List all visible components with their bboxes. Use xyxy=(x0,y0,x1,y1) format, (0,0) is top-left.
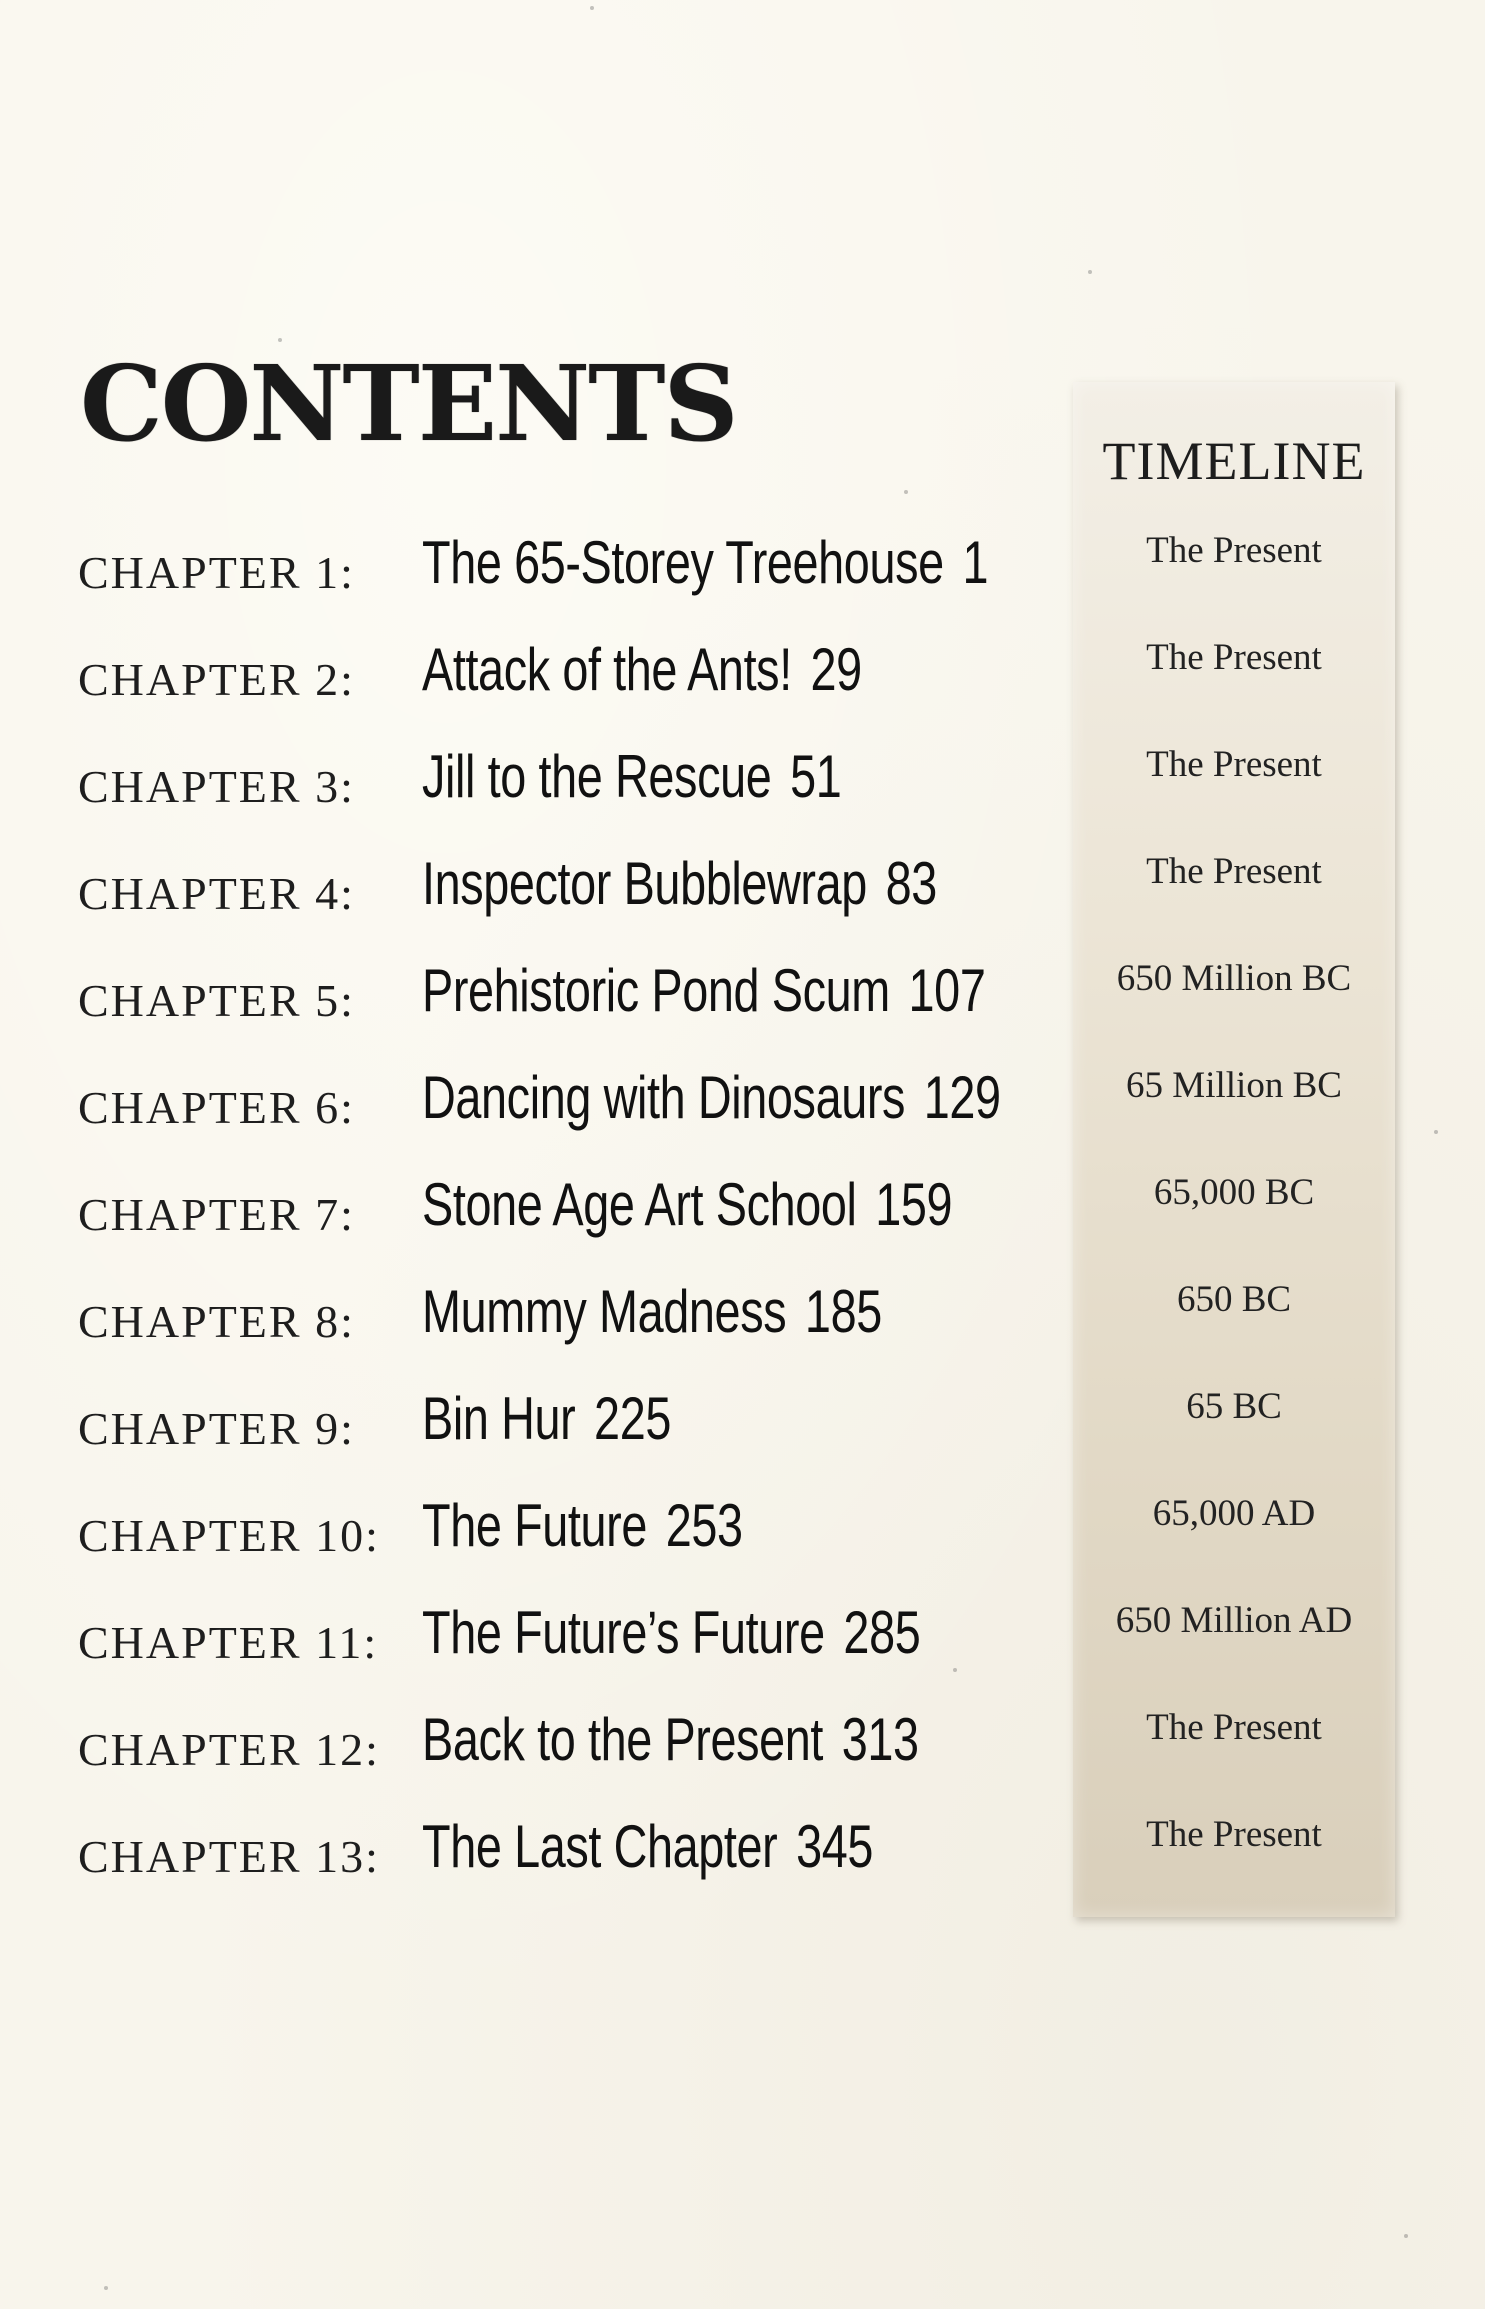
chapter-label: CHAPTER 7: xyxy=(78,1189,355,1240)
chapter-title-text: Attack of the Ants! xyxy=(422,636,792,703)
timeline-heading: TIMELINE xyxy=(1102,431,1366,491)
paper-speck xyxy=(590,6,594,10)
timeline-list xyxy=(1073,532,1395,1923)
chapter-page-number: 129 xyxy=(923,1064,1001,1131)
chapter-title xyxy=(422,849,937,918)
paper-speck xyxy=(1434,1130,1438,1134)
chapter-page-number: 345 xyxy=(796,1813,873,1880)
chapter-page-number: 83 xyxy=(885,850,937,917)
chapter-label: CHAPTER 4: xyxy=(78,868,355,919)
chapter-label: CHAPTER 10: xyxy=(78,1510,380,1561)
chapter-page-number: 107 xyxy=(908,957,986,1024)
timeline-entry: 65,000 BC xyxy=(1153,1172,1315,1213)
chapter-title xyxy=(422,1170,952,1239)
chapter-label: CHAPTER 8: xyxy=(78,1296,355,1347)
toc-entry[interactable] xyxy=(78,957,1078,1067)
chapter-page-number: 29 xyxy=(810,636,862,703)
chapter-title xyxy=(422,1277,882,1346)
chapter-label: CHAPTER 13: xyxy=(78,1831,380,1882)
chapter-page-number: 185 xyxy=(804,1278,882,1345)
chapter-title-text: The Future xyxy=(422,1492,648,1559)
paper-speck xyxy=(1088,270,1092,274)
chapter-page-number: 51 xyxy=(790,743,842,810)
chapter-title xyxy=(422,528,988,597)
chapter-label: CHAPTER 3: xyxy=(78,761,355,812)
chapter-label: CHAPTER 6: xyxy=(78,1082,355,1133)
chapter-title xyxy=(422,635,862,704)
chapter-page-number: 225 xyxy=(594,1385,671,1452)
chapter-title-text: Jill to the Rescue xyxy=(422,743,772,810)
timeline-entry: The Present xyxy=(1146,1707,1322,1748)
chapter-title-text: The Last Chapter xyxy=(422,1813,778,1880)
toc-entry[interactable] xyxy=(78,850,1078,960)
timeline-entry: 650 Million AD xyxy=(1115,1600,1353,1641)
chapter-title xyxy=(422,1491,743,1560)
chapter-title xyxy=(422,742,841,811)
chapter-title xyxy=(422,1384,671,1453)
chapter-title-text: Mummy Madness xyxy=(422,1278,787,1345)
table-of-contents xyxy=(78,529,1078,1923)
toc-entry[interactable] xyxy=(78,1064,1078,1174)
chapter-title xyxy=(422,1063,1001,1132)
timeline-entry: The Present xyxy=(1146,1814,1322,1855)
toc-entry[interactable] xyxy=(78,529,1078,639)
chapter-page-number: 159 xyxy=(875,1171,953,1238)
toc-entry[interactable] xyxy=(78,743,1078,853)
toc-entry[interactable] xyxy=(78,1278,1078,1388)
chapter-label: CHAPTER 11: xyxy=(78,1617,379,1668)
toc-entry[interactable] xyxy=(78,1492,1078,1602)
chapter-title-text: Stone Age Art School xyxy=(422,1171,857,1238)
chapter-label: CHAPTER 2: xyxy=(78,654,355,705)
chapter-title-text: Dancing with Dinosaurs xyxy=(422,1064,906,1131)
page-title: CONTENTS xyxy=(80,342,737,465)
chapter-title-text: Back to the Present xyxy=(422,1706,824,1773)
chapter-title xyxy=(422,1705,919,1774)
chapter-title xyxy=(422,956,985,1025)
paper-speck xyxy=(904,490,908,494)
toc-entry[interactable] xyxy=(78,1813,1078,1923)
timeline-entry: The Present xyxy=(1146,851,1322,892)
chapter-label: CHAPTER 12: xyxy=(78,1724,380,1775)
chapter-title-text: Bin Hur xyxy=(422,1385,576,1452)
chapter-title-text: The Future’s Future xyxy=(422,1599,825,1666)
timeline-entry: 65,000 AD xyxy=(1152,1493,1316,1534)
paper-speck xyxy=(1404,2234,1408,2238)
toc-entry[interactable] xyxy=(78,1385,1078,1495)
paper-speck xyxy=(104,2286,108,2290)
chapter-page-number: 285 xyxy=(843,1599,921,1666)
chapter-title xyxy=(422,1812,873,1881)
toc-entry[interactable] xyxy=(78,1171,1078,1281)
chapter-page-number: 253 xyxy=(665,1492,743,1559)
timeline-entry: The Present xyxy=(1146,744,1322,785)
timeline-entry: 650 BC xyxy=(1176,1279,1292,1320)
timeline-entry: 650 Million BC xyxy=(1116,958,1352,999)
chapter-label: CHAPTER 5: xyxy=(78,975,355,1026)
timeline-entry: 65 Million BC xyxy=(1126,1065,1342,1106)
chapter-page-number: 1 xyxy=(962,529,989,596)
chapter-label: CHAPTER 9: xyxy=(78,1403,355,1454)
timeline-sidebar xyxy=(1073,382,1395,1917)
chapter-title-text: Inspector Bubblewrap xyxy=(422,850,867,917)
timeline-entry: 65 BC xyxy=(1186,1386,1282,1427)
chapter-label: CHAPTER 1: xyxy=(78,547,355,598)
chapter-title-text: The 65-Storey Treehouse xyxy=(422,529,944,596)
toc-entry[interactable] xyxy=(78,636,1078,746)
chapter-page-number: 313 xyxy=(841,1706,919,1773)
timeline-entry: The Present xyxy=(1146,637,1322,678)
toc-entry[interactable] xyxy=(78,1706,1078,1816)
chapter-title xyxy=(422,1598,920,1667)
chapter-title-text: Prehistoric Pond Scum xyxy=(422,957,890,1024)
toc-entry[interactable] xyxy=(78,1599,1078,1709)
timeline-entry: The Present xyxy=(1146,530,1322,571)
